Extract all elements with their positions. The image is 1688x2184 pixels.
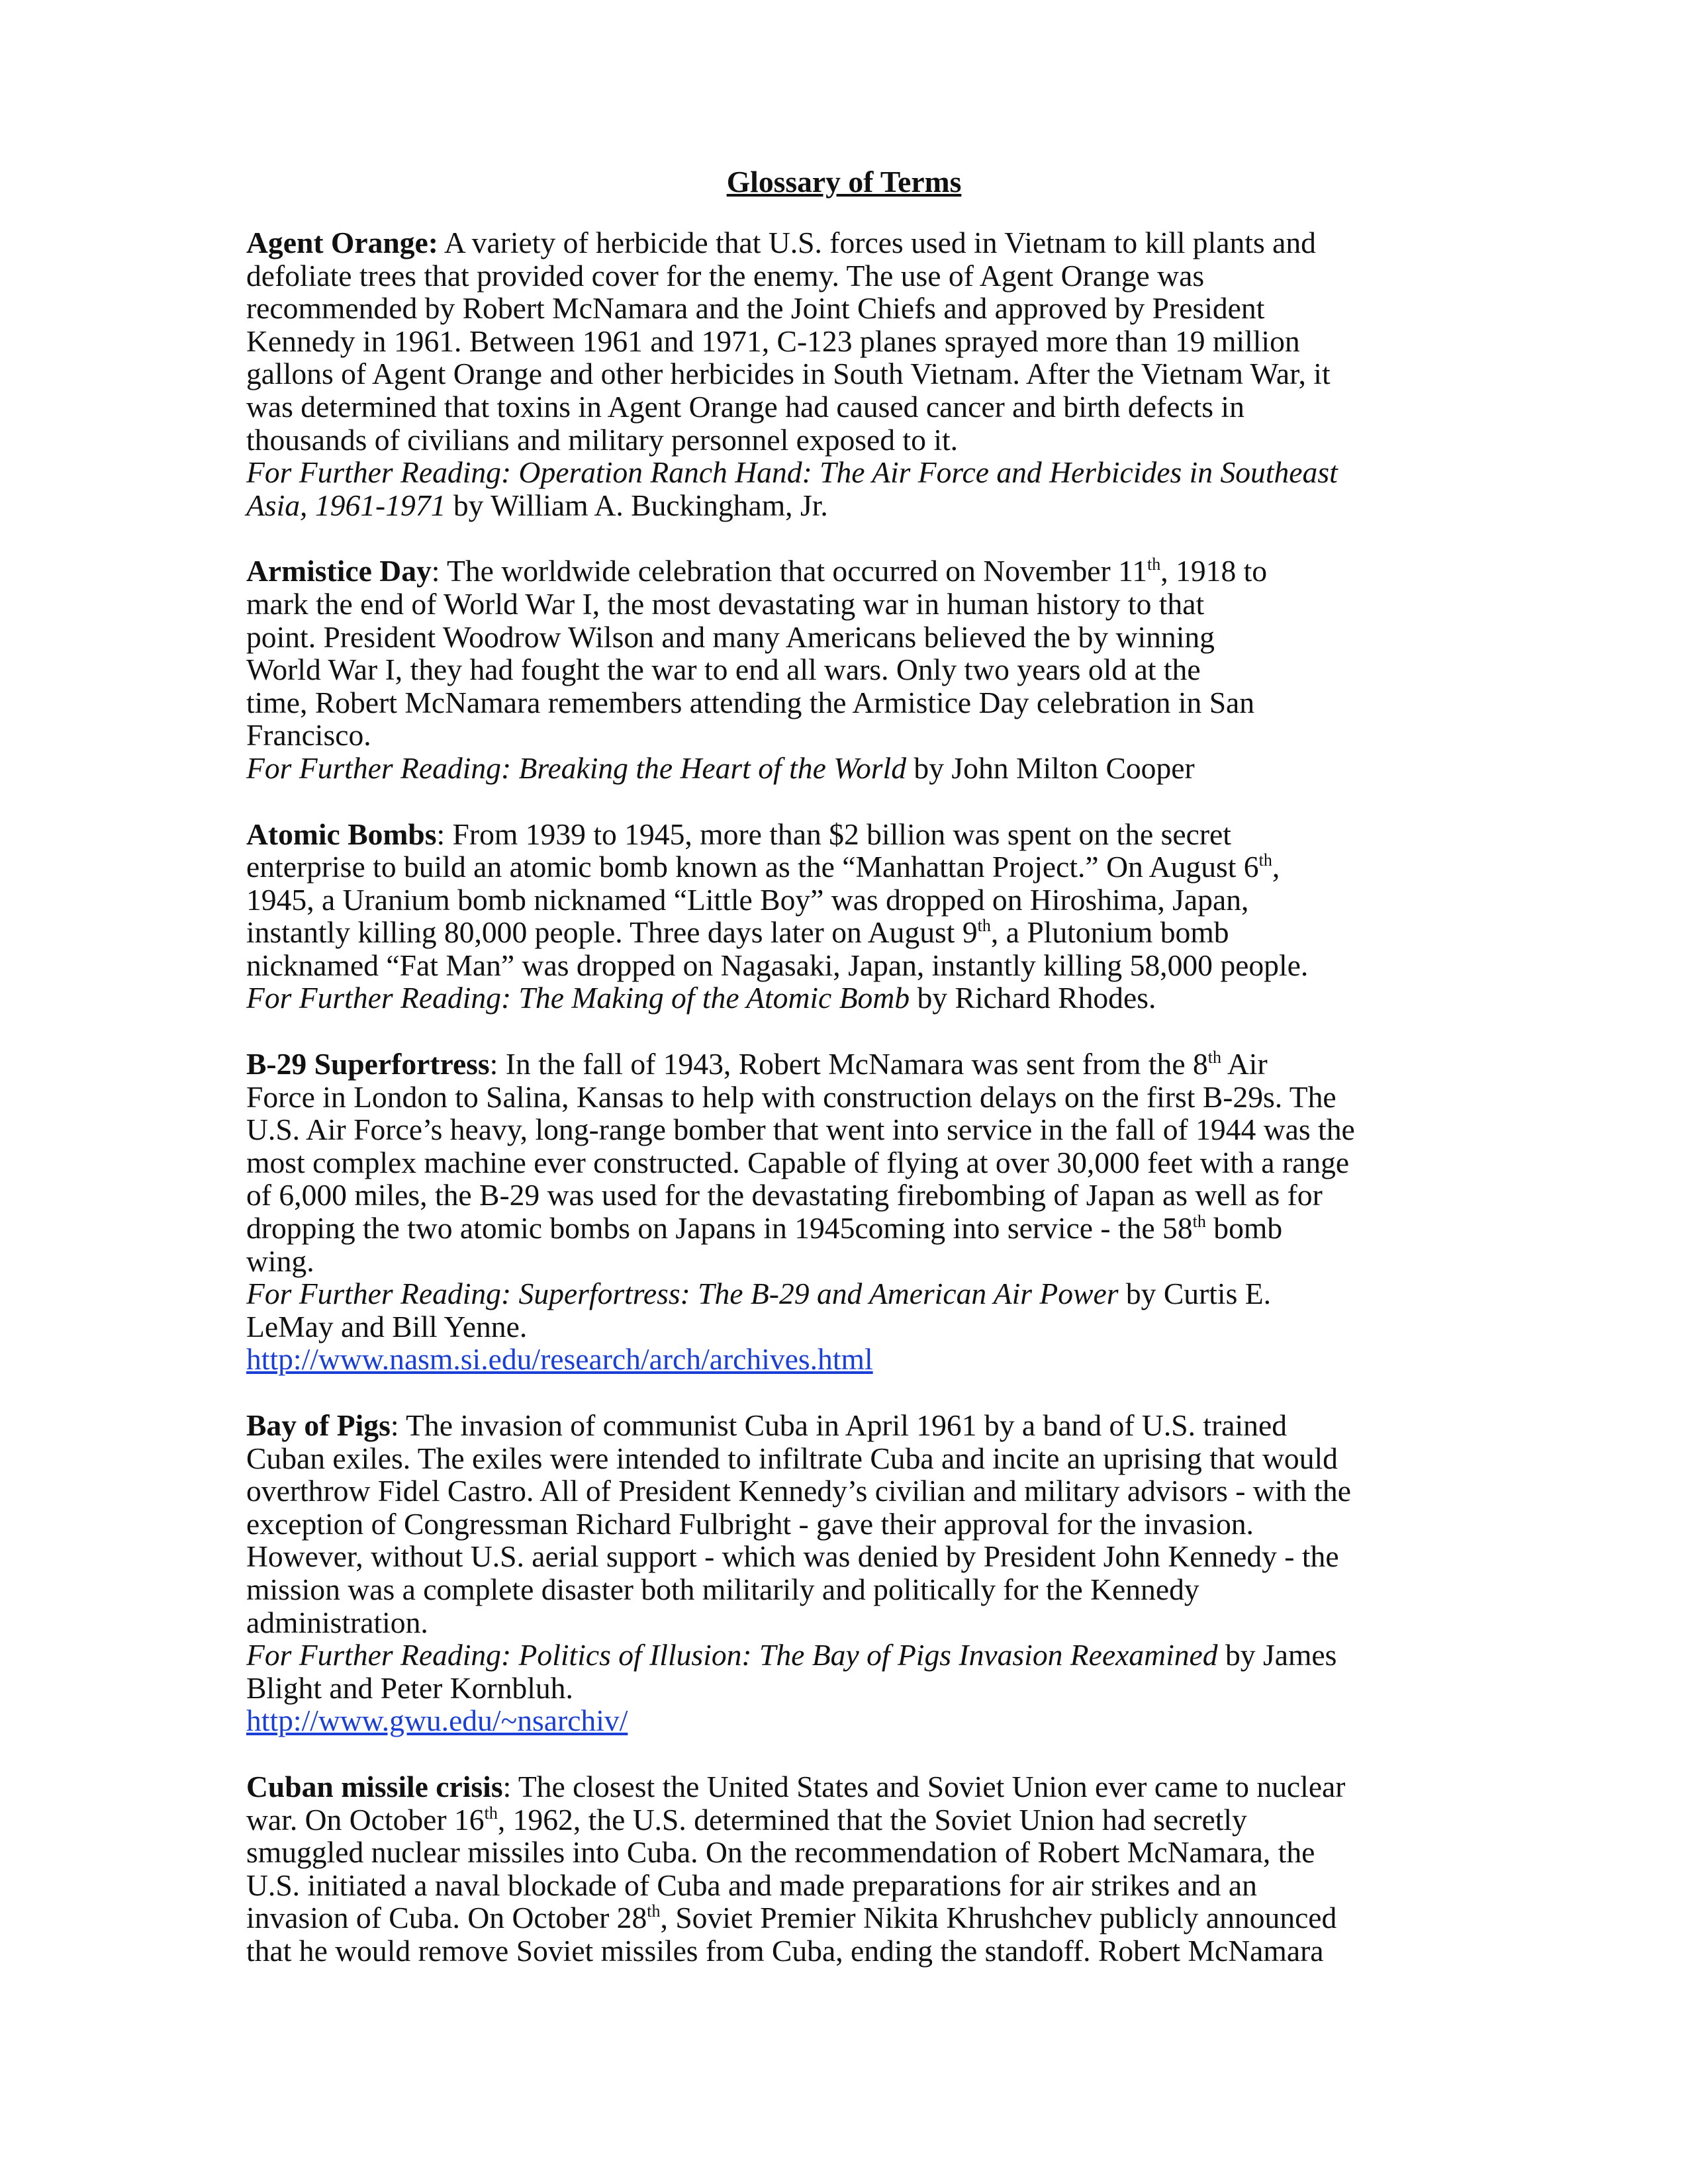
- superscript: th: [1192, 1212, 1206, 1232]
- entry-line: that he would remove Soviet missiles from Cuba, ending the standoff. Robert McNamara: [246, 1933, 1324, 1968]
- entry-line: [246, 1048, 1442, 1081]
- entry-line: [246, 1803, 1442, 1837]
- entry-line: However, without U.S. aerial support - which was denied by President John Kennedy - the: [246, 1539, 1339, 1574]
- entry-text: A variety of herbicide that U.S. forces used in Vietnam to kill plants and: [438, 226, 1316, 259]
- book-title: Asia, 1961-1971: [246, 488, 446, 522]
- term-heading: Armistice Day: [246, 554, 432, 588]
- entry-text: instantly killing 80,000 people. Three days later on August 9: [246, 915, 978, 950]
- entry-line: [246, 226, 1442, 259]
- entry-line: [246, 1704, 1442, 1737]
- entry-line: point. President Woodrow Wilson and many Americans believed the by winning: [246, 619, 1215, 654]
- entry-line: recommended by Robert McNamara and the Joint Chiefs and approved by President: [246, 291, 1265, 326]
- term-heading: Bay of Pigs: [246, 1408, 391, 1442]
- entry-text: : The closest the United States and Soviet Union ever came to nuclear: [502, 1769, 1346, 1803]
- entry-line: overthrow Fidel Castro. All of President Kennedy’s civilian and military advisors - with the: [246, 1474, 1351, 1508]
- entry-text: , 1962, the U.S. determined that the Soviet Union had secretly: [497, 1802, 1247, 1837]
- entry-text: bomb: [1205, 1211, 1283, 1246]
- entry-text: Air: [1221, 1047, 1268, 1081]
- term-heading: Atomic Bombs: [246, 817, 437, 851]
- entry-line: nicknamed “Fat Man” was dropped on Nagasaki, Japan, instantly killing 58,000 people.: [246, 948, 1309, 982]
- entry-text: : In the fall of 1943, Robert McNamara was sent from the 8: [489, 1047, 1208, 1081]
- superscript: th: [484, 1803, 498, 1823]
- further-reading-line: [246, 489, 1442, 522]
- superscript: th: [1258, 850, 1272, 870]
- page-title: Glossary of Terms: [726, 165, 962, 199]
- entry-line: most complex machine ever constructed. Capable of flying at over 30,000 feet with a range: [246, 1145, 1350, 1179]
- superscript: th: [977, 916, 991, 936]
- entry-line: of 6,000 miles, the B-29 was used for the devastating firebombing of Japan as well as for: [246, 1178, 1323, 1212]
- entry-text: enterprise to build an atomic bomb known as the “Manhattan Project.” On August 6: [246, 850, 1259, 884]
- entry-line: wing.: [246, 1244, 314, 1278]
- entry-line: defoliate trees that provided cover for the enemy. The use of Agent Orange was: [246, 258, 1205, 293]
- entry-line: [246, 916, 1442, 949]
- entry-line: U.S. initiated a naval blockade of Cuba and made preparations for air strikes and an: [246, 1868, 1257, 1902]
- entry-line: administration.: [246, 1605, 428, 1639]
- entry-line: [246, 850, 1442, 884]
- entry-text: : The invasion of communist Cuba in April 1961 by a band of U.S. trained: [390, 1408, 1287, 1442]
- entry-line: [246, 1770, 1442, 1803]
- further-reading: For Further Reading: Operation Ranch Hand: The Air Force and Herbicides in Southeast: [246, 455, 1338, 490]
- entry-text: , a Plutonium bomb: [990, 915, 1229, 950]
- further-reading: For Further Reading: Breaking the Heart of the World: [246, 751, 907, 785]
- entry-line: exception of Congressman Richard Fulbright - gave their approval for the invasion.: [246, 1506, 1254, 1541]
- entry-line: mark the end of World War I, the most devastating war in human history to that: [246, 586, 1205, 621]
- entry-text: ,: [1272, 850, 1280, 884]
- entry-line: thousands of civilians and military personnel exposed to it.: [246, 422, 959, 457]
- book-author: by James: [1217, 1638, 1337, 1672]
- entry-line: smuggled nuclear missiles into Cuba. On the recommendation of Robert McNamara, the: [246, 1835, 1315, 1870]
- entry-text: , Soviet Premier Nikita Khrushchev publicly announced: [660, 1901, 1337, 1935]
- entry-agent-orange: [246, 226, 1442, 522]
- entry-line: [246, 555, 1442, 588]
- entry-line: Cuban exiles. The exiles were intended to infiltrate Cuba and incite an uprising that would: [246, 1441, 1338, 1475]
- entry-line: [246, 1343, 1442, 1376]
- further-reading-line: [246, 752, 1442, 785]
- book-author: by John Milton Cooper: [906, 751, 1195, 785]
- entry-text: invasion of Cuba. On October 28: [246, 1901, 647, 1935]
- book-author: by Richard Rhodes.: [910, 981, 1156, 1015]
- entry-b29-superfortress: [246, 1048, 1442, 1376]
- entry-line: Blight and Peter Kornbluh.: [246, 1670, 573, 1705]
- entry-line: was determined that toxins in Agent Orange had caused cancer and birth defects in: [246, 389, 1244, 424]
- further-reading: For Further Reading: Superfortress: The B-29 and American Air Power: [246, 1277, 1119, 1311]
- term-heading: Agent Orange:: [246, 226, 438, 259]
- entry-line: Force in London to Salina, Kansas to help with construction delays on the first B-29s. The: [246, 1079, 1336, 1114]
- entry-line: [246, 818, 1442, 851]
- further-reading-line: [246, 1277, 1442, 1310]
- entry-armistice-day: [246, 555, 1442, 784]
- entry-atomic-bombs: [246, 818, 1442, 1015]
- entry-line: time, Robert McNamara remembers attending the Armistice Day celebration in San: [246, 685, 1255, 719]
- entry-text: : The worldwide celebration that occurred on November 11: [431, 554, 1148, 588]
- entry-line: 1945, a Uranium bomb nicknamed “Little Boy” was dropped on Hiroshima, Japan,: [246, 882, 1249, 917]
- term-heading: B-29 Superfortress: [246, 1047, 490, 1081]
- superscript: th: [1147, 555, 1161, 574]
- entry-bay-of-pigs: [246, 1409, 1442, 1737]
- nasm-archives-link[interactable]: http://www.nasm.si.edu/research/arch/archives.html: [246, 1342, 873, 1377]
- entry-text: dropping the two atomic bombs on Japans in 1945coming into service - the 58: [246, 1211, 1193, 1246]
- entry-line: [246, 1901, 1442, 1934]
- entry-line: World War I, they had fought the war to end all wars. Only two years old at the: [246, 653, 1201, 687]
- entry-line: gallons of Agent Orange and other herbicides in South Vietnam. After the Vietnam War, it: [246, 357, 1331, 391]
- superscript: th: [647, 1901, 661, 1921]
- gwu-nsarchiv-link[interactable]: http://www.gwu.edu/~nsarchiv/: [246, 1704, 628, 1738]
- further-reading: For Further Reading: Politics of Illusion: The Bay of Pigs Invasion Reexamined: [246, 1638, 1218, 1672]
- superscript: th: [1207, 1048, 1221, 1068]
- book-author: by Curtis E.: [1118, 1277, 1271, 1311]
- entry-line: mission was a complete disaster both militarily and politically for the Kennedy: [246, 1572, 1199, 1606]
- entry-line: [246, 1409, 1442, 1442]
- entry-line: [246, 1212, 1442, 1245]
- entry-line: LeMay and Bill Yenne.: [246, 1309, 528, 1343]
- entry-text: : From 1939 to 1945, more than $2 billion was spent on the secret: [436, 817, 1231, 851]
- book-author: by William A. Buckingham, Jr.: [445, 488, 828, 522]
- entry-line: Francisco.: [246, 718, 371, 752]
- glossary-page: [246, 165, 1442, 2001]
- entry-cuban-missile-crisis: [246, 1770, 1442, 1968]
- term-heading: Cuban missile crisis: [246, 1769, 503, 1803]
- entry-text: , 1918 to: [1160, 554, 1268, 588]
- entry-text: war. On October 16: [246, 1802, 485, 1837]
- entry-line: U.S. Air Force’s heavy, long-range bomber that went into service in the fall of 1944 was the: [246, 1113, 1355, 1147]
- further-reading: For Further Reading: The Making of the Atomic Bomb: [246, 981, 910, 1015]
- further-reading-line: [246, 981, 1442, 1015]
- further-reading-line: [246, 1639, 1442, 1672]
- entry-line: Kennedy in 1961. Between 1961 and 1971, C-123 planes sprayed more than 19 million: [246, 324, 1300, 358]
